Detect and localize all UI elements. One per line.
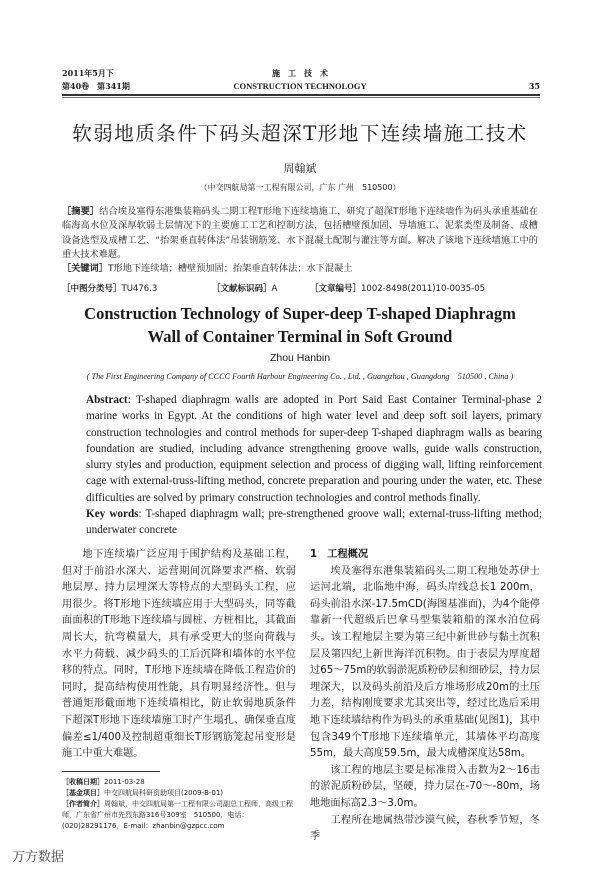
abstract-en-label: Abstract: [86, 394, 128, 406]
affiliation-en: ( The First Engineering Company of CCCC Fourth Harbour Engineering Co. , Ltd. , Guangzhou , Guangdong 510500 , China ): [86, 372, 514, 381]
footnote-author: ［作者简介］周翰斌，中交四航局第一工程有限公司副总工程师，高级工程师，广东省广州市先烈东路316号309室 510500，电话：(020)28291176，E-mail：zhanbin@gzpcc.com: [62, 799, 293, 830]
classification-doc: ［文献标识码］A: [212, 284, 278, 294]
journal-name-en: CONSTRUCTION TECHNOLOGY: [233, 81, 367, 91]
journal-name-cn: 施 工 技 术: [272, 68, 328, 78]
page-number: 35: [528, 81, 540, 91]
abstract-cn-label: ［摘要］: [62, 206, 100, 217]
classification-article: ［文章编号］1002-8498(2011)10-0035-05: [310, 284, 486, 294]
keywords-en-text: : T-shaped diaphragm wall; pre-strengthened groove wall; external-truss-lifting method; underwater concrete: [86, 508, 542, 537]
abstract-en-text: : T-shaped diaphragm walls are adopted in Port Said East Container Terminal-phase 2 marine works in Egypt. At the conditions of high water level and deep soft soil layers, primary construction technologies and control methods for super-deep T-shaped diaphragm walls as bearing foundation are studied, including advance strengthening groove walls, guide walls construction, slurry styles and production, equipment selection and process of digging wall, lifting reinforcement cage with external-truss-lifting method, concrete preparation and pouring under the water, etc. These difficulties are solved by primary construction technologies and control methods finally.: [86, 394, 542, 504]
keywords-cn-label: ［关键词］: [62, 263, 108, 275]
header-rule: [62, 94, 540, 96]
paper-title-en: [0, 302, 600, 348]
paper-title-en-line1: Construction Technology of Super-deep T-shaped Diaphragm: [84, 304, 516, 323]
classification-clc: ［中图分类号］TU476.3: [62, 284, 158, 294]
section-paragraph-1: 埃及塞得东港集装箱码头二期工程地处苏伊士运河北端，北临地中海，码头岸线总长1 200m，码头前沿水深-17.5mCD(海图基准面)，为4个能停靠新一代超级后巴拿马型集装箱船的深水泊位码头。该工程地层主要为第三纪中新世砂与黏土沉积层及第四纪上新世海洋沉积物。由于表层为厚度超过65～75m的软弱淤泥质粉砂层和细砂层，持力层埋深大，以及码头前沿及后方堆场形成20m的土压力差，结构刚度要求尤其突出等，经过比选后采用地下连续墙结构作为码头的承重基础(见图1)，其中包含349个T形地下连续墙单元，其墙体平均高度55m，最大高度59.5m，最大成槽深度达58m。: [310, 565, 540, 760]
footnotes: [62, 777, 296, 832]
abstract-cn: [62, 205, 538, 276]
intro-paragraph: 地下连续墙广泛应用于围护结构及基础工程，但对于前沿水深大、运营期间沉降要求严格、软弱地层厚、持力层埋深大等特点的大型码头工程，应用很少。将T形地下连续墙应用于大型码头，同等截面面积的T形地下连续墙与圆桩、方桩相比，其截面周长大，抗弯模量大，具有承受更大的竖向荷载与水平力荷载、减少码头的工后沉降和墙体的水平位移的特点。同时，T形地下连续墙在降低工程造价的同时，提高结构使用性能，具有明显经济性。但与普通矩形截面地下连续墙相比，防止软弱地质条件下超深T形地下连续墙施工时产生塌孔、确保垂直度偏差≤1/400及控制超重细长T形钢筋笼起吊变形是施工中重大难题。: [62, 549, 296, 760]
footnote-fund: ［基金项目］中交四航局科研资助项目(2009-B-01): [62, 788, 224, 797]
author-cn: 周翰斌: [283, 162, 317, 175]
keywords-en-label: Key words: [86, 508, 139, 521]
volume-issue: 第40卷 第341期: [62, 81, 130, 91]
abstract-cn-text: 结合埃及塞得东港集装箱码头二期工程T形地下连续墙施工，研究了超深T形地下连续墙作为码头承重基础在临海高水位及深厚软弱土层情况下的主要施工工艺和控制方法，包括槽壁预加固、导墙施工、泥浆类型及制备、成槽设备选型及成槽工艺、“抬架垂直转体法”吊装钢筋笼、水下混凝土配制与灌注等方面。解决了该地下连续墙施工中的重大技术难题。: [62, 206, 539, 260]
paper-title-en-line2: Wall of Container Terminal in Soft Ground: [147, 327, 453, 346]
issue-date: 2011年5月下: [62, 68, 114, 78]
keywords-cn-text: T形地下连续墙；槽壁预加固；抬架垂直转体法；水下混凝土: [107, 263, 353, 275]
affiliation-cn: （中交四航局第一工程有限公司，广东 广州 510500）: [199, 183, 401, 192]
author-en: Zhou Hanbin: [269, 352, 331, 364]
body-right-column: [310, 547, 540, 846]
footnote-received: ［收稿日期］2011-03-28: [62, 777, 145, 786]
footnote-rule: [62, 771, 160, 772]
body-left-column: [62, 547, 296, 832]
section-paragraph-2: 该工程的地层主要是标准贯入击数为2～16击的淤泥质粉砂层，坚硬，持力层在-70～-80m，场地地面标高2.3～3.0m。: [310, 764, 540, 809]
header-rule-thin: [62, 97, 540, 98]
paper-title-cn: 软弱地质条件下码头超深T形地下连续墙施工技术: [72, 122, 528, 145]
section-paragraph-3: 工程所在地属热带沙漠气候，春秋季节短，冬季: [310, 814, 540, 843]
section-heading: 1 工程概况: [310, 549, 369, 560]
wanfang-watermark: 万方数据: [12, 850, 65, 865]
abstract-en: [86, 392, 542, 539]
